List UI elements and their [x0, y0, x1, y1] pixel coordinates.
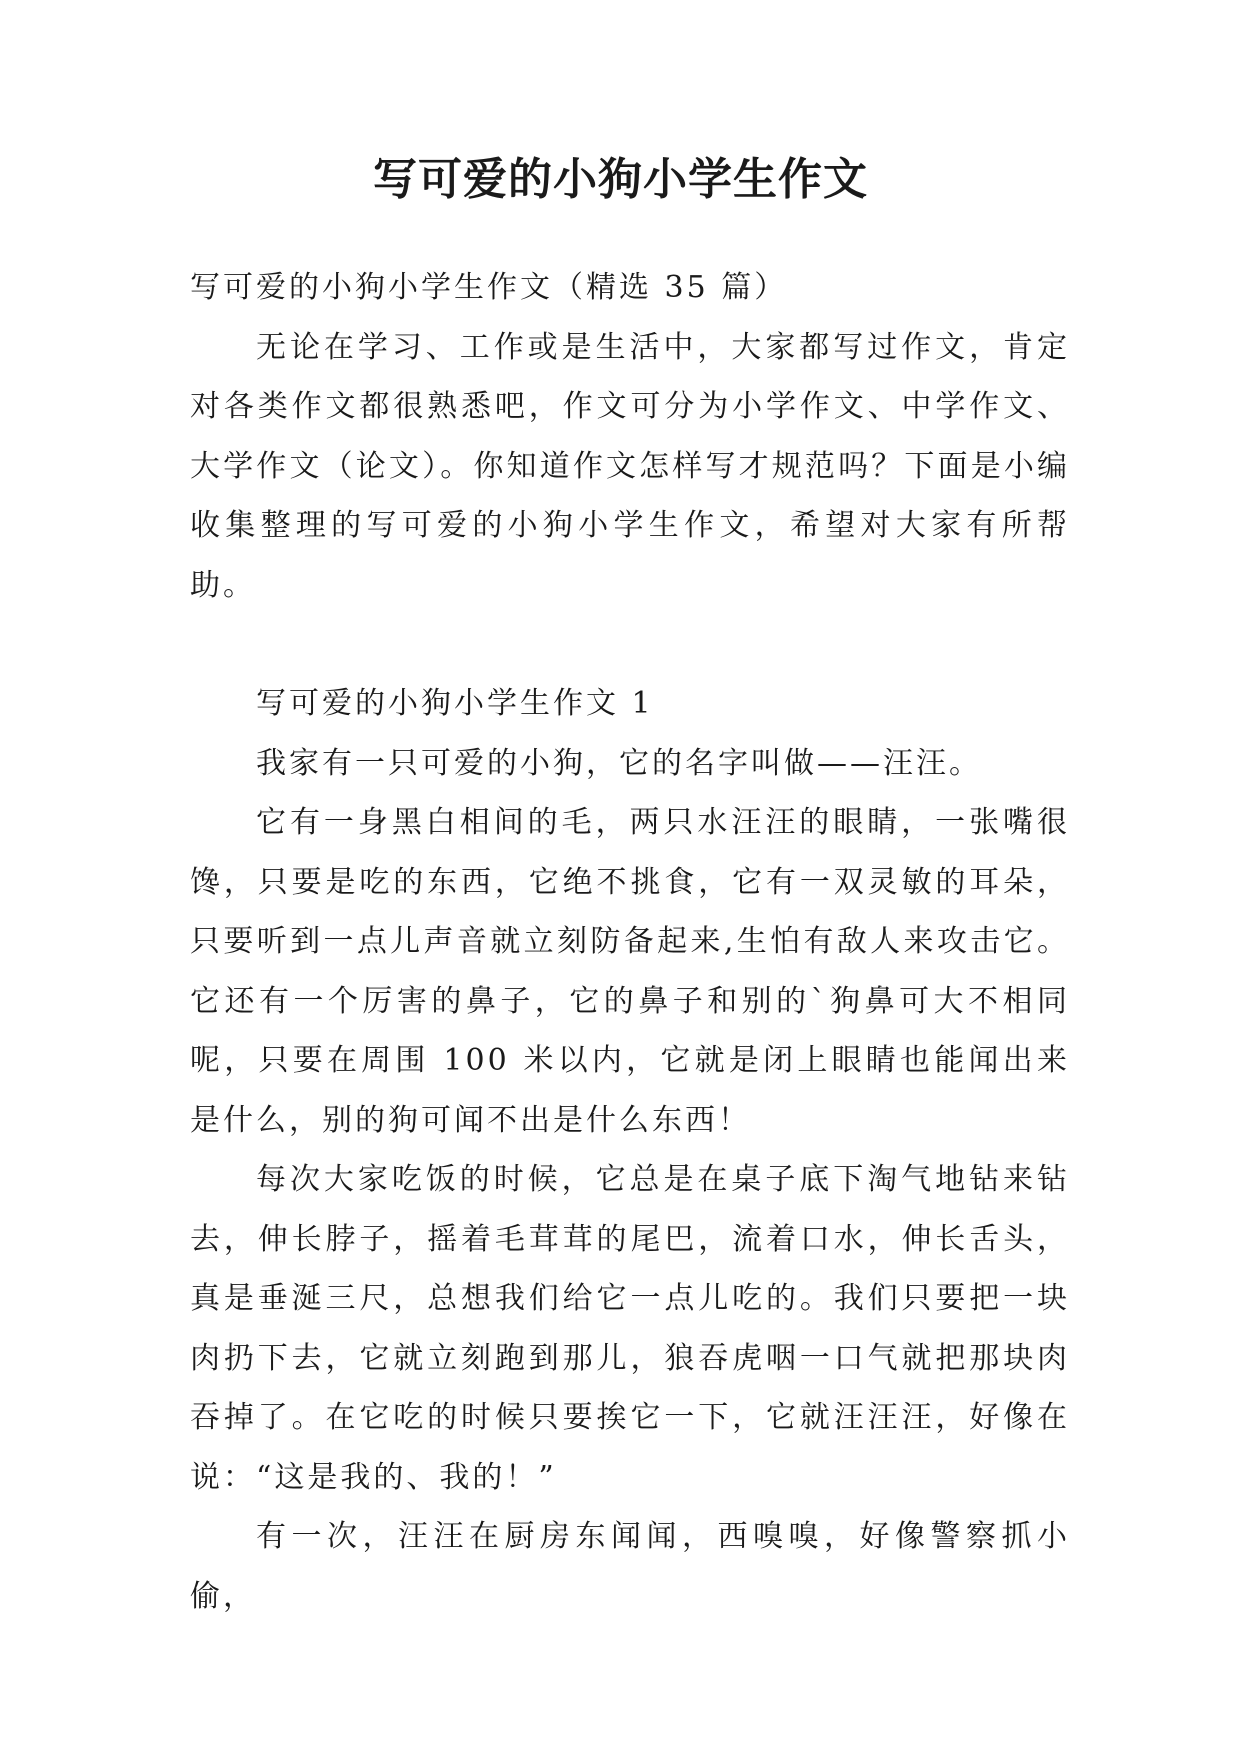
essay-paragraph: 它有一身黑白相间的毛，两只水汪汪的眼睛，一张嘴很馋，只要是吃的东西，它绝不挑食，它有一双灵敏的耳朵，只要听到一点儿声音就立刻防备起来,生怕有敌人来攻击它。它还有一个厉害的鼻子，它的鼻子和别的`狗鼻可大不相同呢，只要在周围 100 米以内，它就是闭上眼睛也能闻出来是什么，别的狗可闻不出是什么东西！	[190, 805, 1070, 1138]
essay-paragraph: 我家有一只可爱的小狗，它的名字叫做——汪汪。	[256, 745, 982, 781]
paragraph-gap	[190, 615, 1070, 674]
document-body	[190, 258, 1070, 1626]
document-title: 写可爱的小狗小学生作文	[373, 154, 868, 205]
document-subtitle: 写可爱的小狗小学生作文（精选 35 篇）	[190, 270, 788, 305]
essay-paragraph: 有一次，汪汪在厨房东闻闻，西嗅嗅，好像警察抓小偷，	[190, 1519, 1070, 1614]
essay-paragraph: 每次大家吃饭的时候，它总是在桌子底下淘气地钻来钻去，伸长脖子，摇着毛茸茸的尾巴，流着口水，伸长舌头，真是垂涎三尺，总想我们给它一点儿吃的。我们只要把一块肉扔下去，它就立刻跑到那儿，狼吞虎咽一口气就把那块肉吞掉了。在它吃的时候只要挨它一下，它就汪汪汪，好像在说：“这是我的、我的！”	[190, 1162, 1070, 1495]
intro-paragraph: 无论在学习、工作或是生活中，大家都写过作文，肯定对各类作文都很熟悉吧，作文可分为小学作文、中学作文、大学作文（论文）。你知道作文怎样写才规范吗？下面是小编收集整理的写可爱的小狗小学生作文，希望对大家有所帮助。	[190, 329, 1070, 603]
essay-heading: 写可爱的小狗小学生作文 1	[256, 686, 654, 721]
